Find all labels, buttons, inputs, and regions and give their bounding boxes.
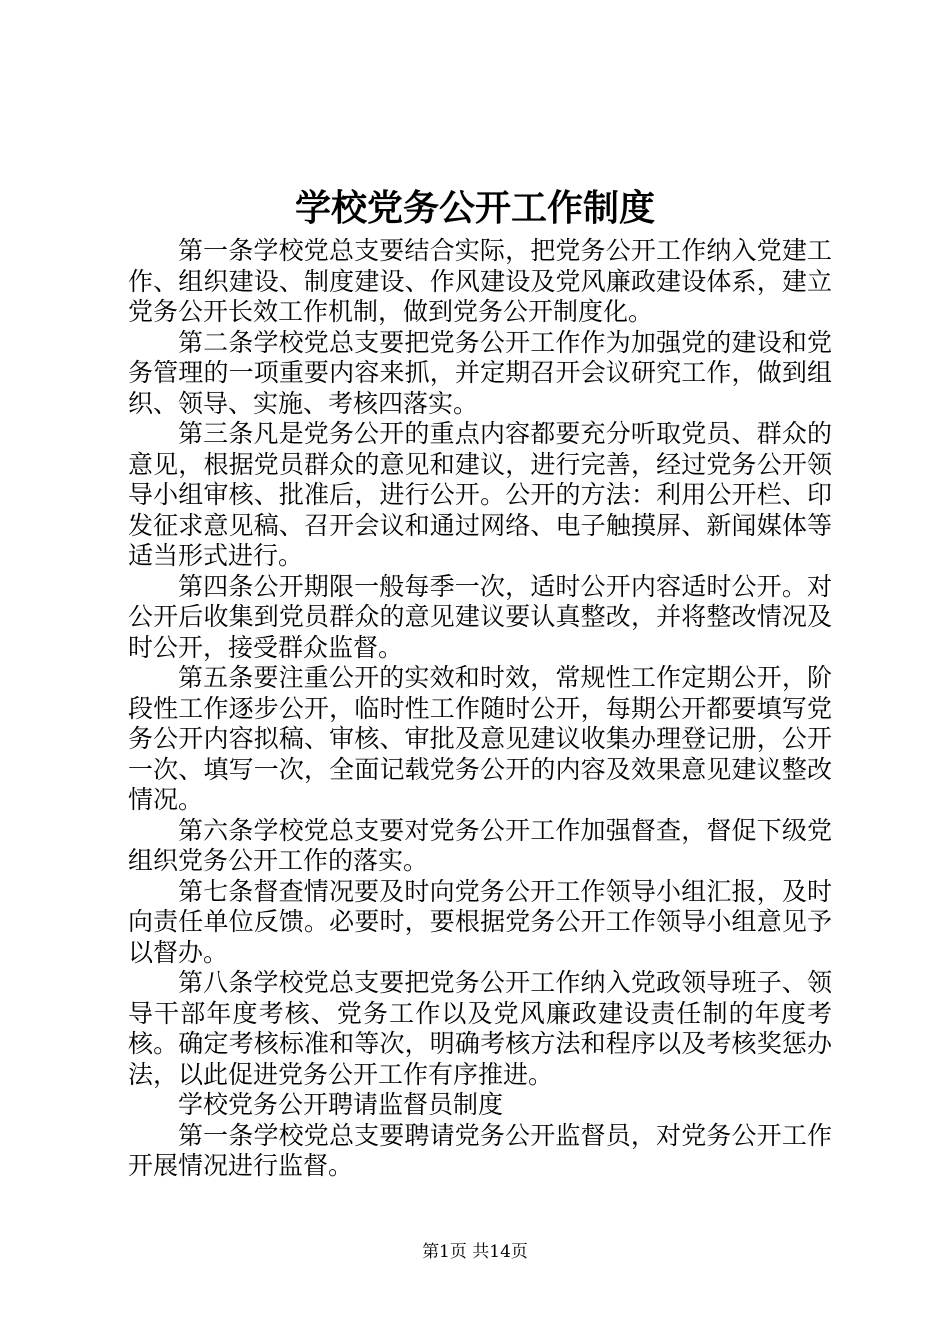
paragraph-article-5: 第五条要注重公开的实效和时效，常规性工作定期公开，阶段性工作逐步公开，临时性工作随时公开，每期公开都要填写党务公开内容拟稿、审核、审批及意见建议收集办理登记册，公开一次、填写一次，全面记载党务公开的内容及效果意见建议整改情况。 — [128, 663, 832, 814]
paragraph-article-7: 第七条督查情况要及时向党务公开工作领导小组汇报，及时向责任单位反馈。必要时，要根据党务公开工作领导小组意见予以督办。 — [128, 876, 832, 967]
paragraph-article-6: 第六条学校党总支要对党务公开工作加强督查，督促下级党组织党务公开工作的落实。 — [128, 815, 832, 875]
paragraph-article-8: 第八条学校党总支要把党务公开工作纳入党政领导班子、领导干部年度考核、党务工作以及党风廉政建设责任制的年度考核。确定考核标准和等次，明确考核方法和程序以及考核奖惩办法，以此促进党务公开工作有序推进。 — [128, 968, 832, 1089]
document-title: 学校党务公开工作制度 — [294, 187, 655, 229]
section-subtitle: 学校党务公开聘请监督员制度 — [178, 1090, 504, 1119]
paragraph-supervisor-article-1: 第一条学校党总支要聘请党务公开监督员，对党务公开工作开展情况进行监督。 — [128, 1120, 832, 1180]
document-body — [128, 236, 832, 1182]
paragraph-article-2: 第二条学校党总支要把党务公开工作作为加强党的建设和党务管理的一项重要内容来抓，并定期召开会议研究工作，做到组织、领导、实施、考核四落实。 — [128, 327, 832, 418]
paragraph-article-3: 第三条凡是党务公开的重点内容都要充分听取党员、群众的意见，根据党员群众的意见和建议，进行完善，经过党务公开领导小组审核、批准后，进行公开。公开的方法：利用公开栏、印发征求意见稿、召开会议和通过网络、电子触摸屏、新闻媒体等适当形式进行。 — [128, 419, 832, 570]
paragraph-article-1: 第一条学校党总支要结合实际，把党务公开工作纳入党建工作、组织建设、制度建设、作风建设及党风廉政建设体系，建立党务公开长效工作机制，做到党务公开制度化。 — [128, 236, 832, 326]
paragraph-article-4: 第四条公开期限一般每季一次，适时公开内容适时公开。对公开后收集到党员群众的意见建议要认真整改，并将整改情况及时公开，接受群众监督。 — [128, 571, 832, 662]
page-number-footer: 第1页 共14页 — [422, 1242, 528, 1262]
